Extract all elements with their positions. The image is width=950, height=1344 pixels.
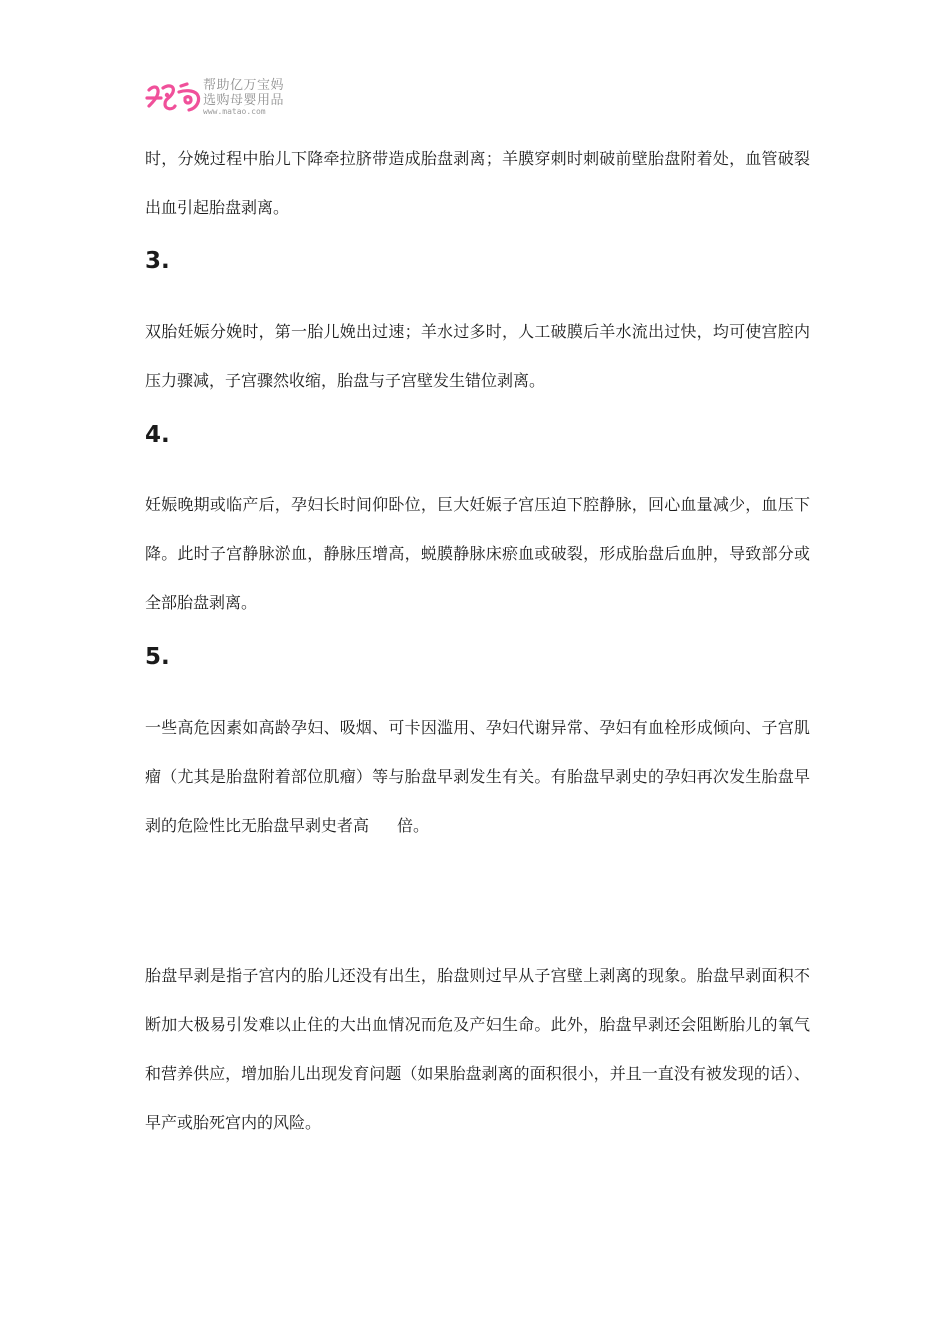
logo-slogan-line1: 帮助亿万宝妈 bbox=[203, 78, 285, 93]
paragraph-intro-continued: 时，分娩过程中胎儿下降牵拉脐带造成胎盘剥离；羊膜穿刺时刺破前壁胎盘附着处，血管破裂出血引起胎盘剥离。 bbox=[145, 149, 810, 217]
paragraph-section-5 bbox=[145, 703, 810, 850]
logo-slogan bbox=[203, 78, 284, 108]
section-number-4: 4. bbox=[145, 422, 170, 448]
paragraph-section-5-tail: 倍。 bbox=[397, 816, 430, 835]
matao-logo-icon bbox=[145, 76, 211, 118]
paragraph-section-3: 双胎妊娠分娩时，第一胎儿娩出过速；羊水过多时，人工破膜后羊水流出过快，均可使宫腔内压力骤减，子宫骤然收缩，胎盘与子宫壁发生错位剥离。 bbox=[145, 322, 810, 390]
section-number-5: 5. bbox=[145, 644, 170, 670]
logo-url[interactable]: www.matao.com bbox=[203, 107, 266, 116]
paragraph-definition: 胎盘早剥是指子宫内的胎儿还没有出生，胎盘则过早从子宫壁上剥离的现象。胎盘早剥面积不断加大极易引发难以止住的大出血情况而危及产妇生命。此外，胎盘早剥还会阻断胎儿的氧气和营养供应，增加胎儿出现发育问题（如果胎盘剥离的面积很小，并且一直没有被发现的话）、早产或胎死宫内的风险。 bbox=[145, 966, 810, 1132]
paragraph-section-4: 妊娠晚期或临产后，孕妇长时间仰卧位，巨大妊娠子宫压迫下腔静脉，回心血量减少，血压下降。此时子宫静脉淤血，静脉压增高，蜕膜静脉床瘀血或破裂，形成胎盘后血肿，导致部分或全部胎盘剥离。 bbox=[145, 495, 810, 612]
section-number-3: 3. bbox=[145, 248, 170, 274]
site-logo[interactable] bbox=[145, 76, 315, 120]
paragraph-section-5-text: 一些高危因素如高龄孕妇、吸烟、可卡因滥用、孕妇代谢异常、孕妇有血栓形成倾向、子宫肌瘤（尤其是胎盘附着部位肌瘤）等与胎盘早剥发生有关。有胎盘早剥史的孕妇再次发生胎盘早剥的危险性比无胎盘早剥史者高 bbox=[145, 718, 810, 835]
logo-slogan-line2: 选购母婴用品 bbox=[203, 93, 285, 108]
